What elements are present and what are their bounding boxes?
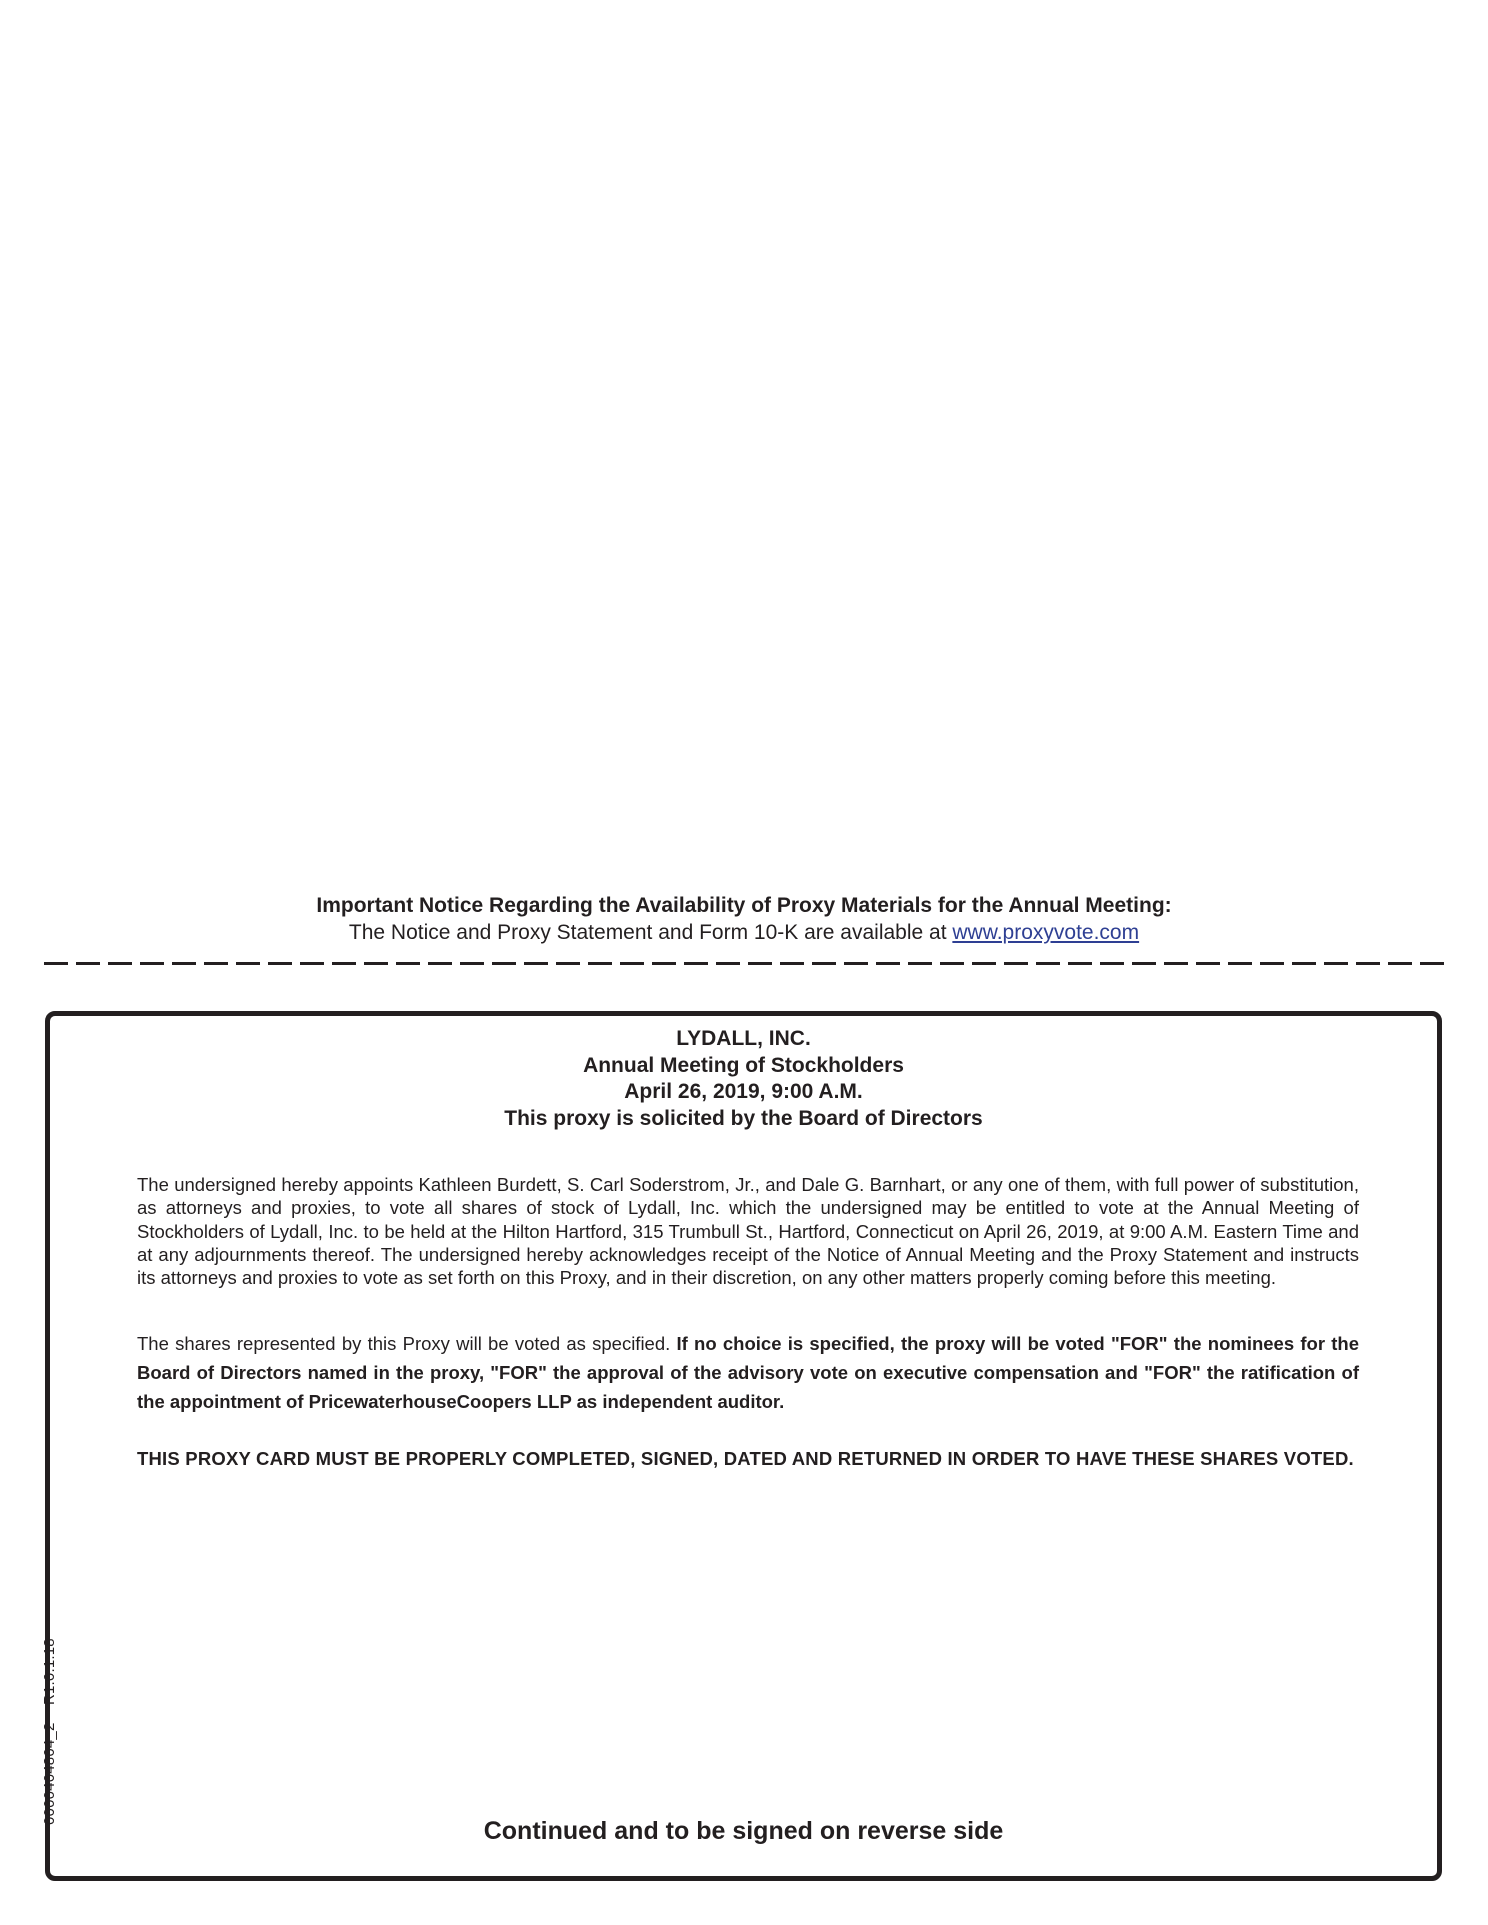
document-control-code: 0000404804_2 R1.0.1.18 (41, 1638, 58, 1825)
notice-title: Important Notice Regarding the Availability of Proxy Materials for the Annual Meeting: (316, 894, 1172, 917)
meeting-date: April 26, 2019, 9:00 A.M. (624, 1080, 863, 1103)
notice-text-body: The Notice and Proxy Statement and Form 10-K are available at (348, 921, 953, 944)
appointment-paragraph: The undersigned hereby appoints Kathleen Burdett, S. Carl Soderstrom, Jr., and Dale G. Barnhart, or any one of them, with full power of substitution, as attorneys and proxies, to vote all shares of stock of Lydall, Inc. which the undersigned may be entitled to vote at the Annual Meeting of Stockholders of Lydall, Inc. to be held at the Hilton Hartford, 315 Trumbull St., Hartford, Connecticut on April 26, 2019, at 9:00 A.M. Eastern Time and at any adjournments thereof. The undersigned hereby acknowledges receipt of the Notice of Annual Meeting and the Proxy Statement and instructs its attorneys and proxies to vote as set forth on this Proxy, and in their discretion, on any other matters properly coming before this meeting. (137, 1174, 1359, 1289)
continued-reverse-side-text: Continued and to be signed on reverse side (483, 1817, 1004, 1845)
dashed-cut-line (44, 962, 1450, 965)
meeting-title: Annual Meeting of Stockholders (583, 1053, 904, 1077)
voting-instructions-bold: If no choice is specified, the proxy will be voted "FOR" the nominees for the Board of Directors named in the proxy, "FOR" the approval of the advisory vote on executive compensation and "FOR" the ratification of the appointment of PricewaterhouseCoopers LLP as independent auditor. (137, 1333, 1359, 1412)
completion-requirement-paragraph: THIS PROXY CARD MUST BE PROPERLY COMPLETED, SIGNED, DATED AND RETURNED IN ORDER TO HAVE THESE SHARES VOTED. (137, 1448, 1354, 1469)
voting-instructions-paragraph (137, 1329, 1359, 1416)
voting-instructions-plain: The shares represented by this Proxy will be voted as specified. (137, 1333, 677, 1354)
proxy-card (45, 1011, 1442, 1881)
proxyvote-link[interactable]: www.proxyvote.com (952, 921, 1140, 944)
notice-text (0, 919, 1488, 946)
card-header (50, 1026, 1437, 1132)
proxy-materials-notice (0, 892, 1488, 946)
company-name: LYDALL, INC. (676, 1027, 811, 1050)
solicitation-line: This proxy is solicited by the Board of Directors (504, 1106, 983, 1130)
